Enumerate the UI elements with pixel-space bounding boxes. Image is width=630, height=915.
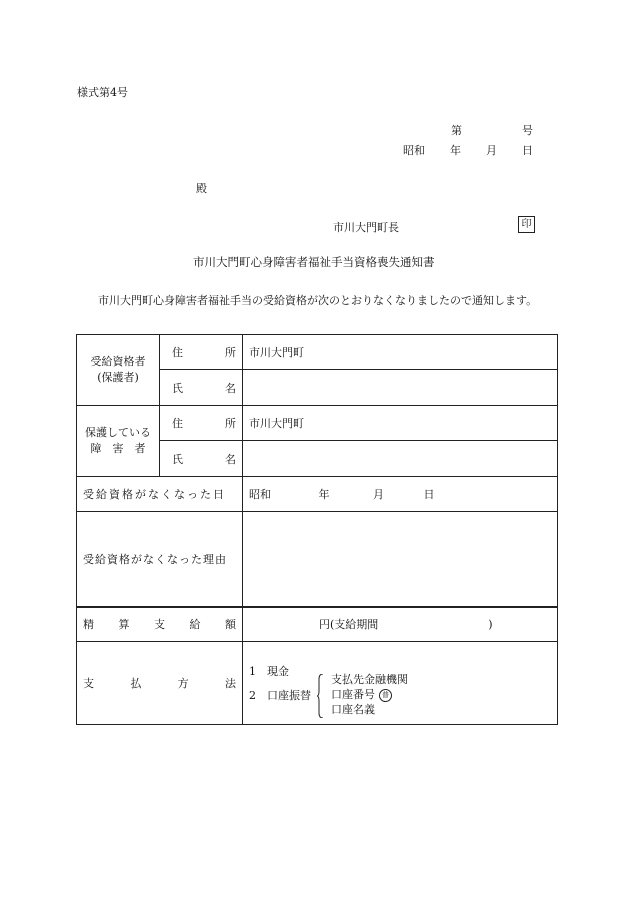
settlement-label-char: 支 [154, 618, 165, 632]
issuer-name: 市川大門町長 [333, 221, 399, 234]
document-number-suffix: 号 [522, 124, 533, 137]
lost-date-row [77, 477, 558, 512]
intro-paragraph: 市川大門町心身障害者福祉手当の受給資格が次のとおりなくなりましたので通知します。 [98, 294, 538, 307]
addressee-suffix: 殿 [196, 182, 207, 195]
payment-label-cell [77, 642, 243, 725]
lost-date-label: 受給資格がなくなった日 [83, 488, 226, 501]
payment-label-char: 方 [177, 677, 189, 690]
account-holder-label: 口座名義 [331, 703, 375, 716]
recipient-label: 受給資格者 [90, 355, 146, 368]
payment-method-cell [243, 642, 558, 725]
name-label-a: 氏 [172, 381, 183, 395]
settlement-row [77, 607, 558, 642]
settlement-label-char: 算 [118, 618, 130, 632]
name-label-b: 名 [225, 452, 236, 466]
name-label-cell [160, 441, 243, 477]
lost-date-month: 月 [373, 488, 384, 501]
settlement-value-cell [243, 607, 558, 642]
lost-date-label-cell [77, 477, 243, 512]
recipient-name-value [243, 370, 558, 406]
reason-value [243, 512, 558, 607]
seal-mark: 印 [518, 216, 535, 233]
recipient-label-cell [77, 335, 160, 406]
name-label-cell [160, 370, 243, 406]
address-label-cell [160, 335, 243, 370]
protected-label-cell [77, 406, 160, 477]
notice-form-table [76, 334, 558, 725]
settlement-label-char: 給 [189, 618, 201, 632]
form-number: 様式第4号 [77, 86, 128, 99]
bank-name-label: 支払先金融機関 [331, 673, 408, 686]
account-number-label: 口座番号 [331, 688, 375, 701]
protected-address-value: 市川大門町 [243, 406, 558, 441]
address-label-b: 所 [225, 417, 236, 430]
document-title: 市川大門町心身障害者福祉手当資格喪失通知書 [193, 255, 435, 269]
reason-label-cell [77, 512, 243, 607]
payment-option-transfer: 2 口座振替 [249, 689, 311, 702]
payment-label-char: 払 [130, 677, 142, 690]
protected-label-line1: 保護している [85, 426, 151, 439]
settlement-value: 円(支給期間 ) [319, 618, 493, 632]
recipient-address-value: 市川大門町 [243, 335, 558, 370]
reason-label: 受給資格がなくなった理由 [83, 552, 227, 566]
bank-details [331, 672, 408, 717]
address-label-cell [160, 406, 243, 441]
lost-date-value-cell [243, 477, 558, 512]
ordinary-account-mark: 普 [379, 689, 392, 702]
payment-method-row [77, 642, 558, 725]
settlement-label-char: 精 [83, 618, 94, 632]
issue-date-month: 月 [486, 144, 497, 157]
payment-option-cash: 1 現金 [249, 665, 289, 678]
name-label-a: 氏 [172, 452, 183, 466]
account-number-line [331, 687, 408, 702]
issue-date-year: 年 [450, 144, 461, 157]
document-number-prefix: 第 [451, 124, 462, 137]
lost-date-era: 昭和 [249, 488, 271, 501]
brace-icon [317, 674, 323, 718]
payment-label-char: 支 [83, 677, 94, 690]
payment-label-char: 法 [224, 677, 236, 690]
protected-label-line2: 障 害 者 [90, 442, 146, 455]
protected-name-value [243, 441, 558, 477]
protected-address-row [77, 406, 558, 441]
recipient-sublabel: (保護者) [97, 371, 139, 384]
name-label-b: 名 [225, 381, 236, 395]
settlement-label-cell [77, 607, 243, 642]
lost-date-day: 日 [423, 488, 435, 501]
lost-date-year: 年 [318, 488, 330, 501]
address-label-a: 住 [172, 417, 183, 430]
issue-date-era: 昭和 [403, 144, 425, 157]
address-label-a: 住 [172, 346, 183, 359]
recipient-address-row [77, 335, 558, 370]
settlement-label-char: 額 [225, 618, 236, 632]
reason-row [77, 512, 558, 607]
issue-date-day: 日 [522, 144, 533, 157]
address-label-b: 所 [225, 346, 236, 359]
